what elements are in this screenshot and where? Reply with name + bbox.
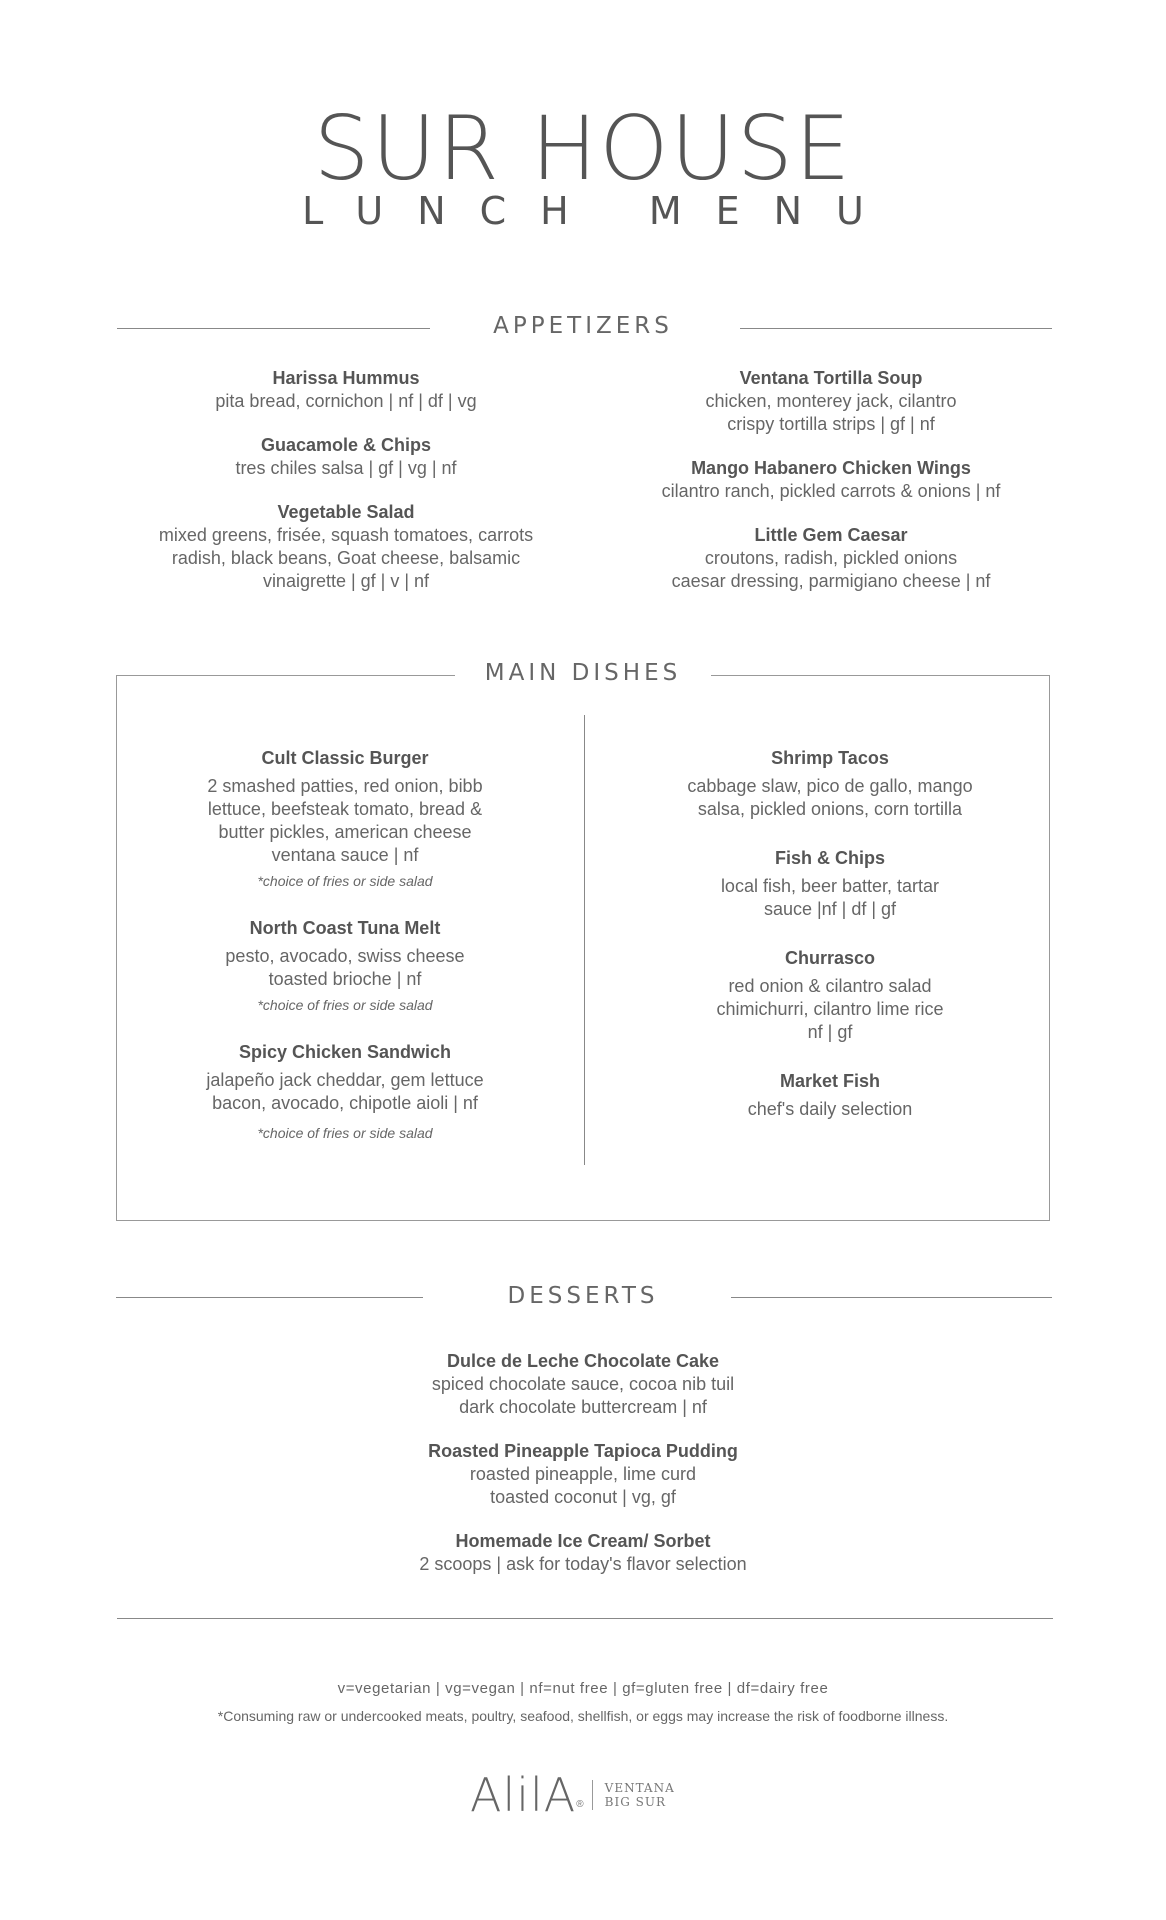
foodborne-disclaimer: *Consuming raw or undercooked meats, poultry, seafood, shellfish, or eggs may increase the risk of foodborne illness.	[217, 1708, 949, 1724]
item-description: red onion & cilantro salad chimichurri, cilantro lime rice nf | gf	[716, 976, 944, 1042]
menu-subtitle: LUNCH MENU	[302, 189, 898, 233]
item-description: local fish, beer batter, tartar sauce |nf | df | gf	[720, 876, 940, 919]
menu-item	[120, 917, 570, 1015]
menu-item	[600, 947, 1060, 1044]
desserts-column	[283, 1350, 883, 1597]
item-description: chicken, monterey jack, cilantro crispy tortilla strips | gf | nf	[705, 391, 957, 434]
item-description: 2 smashed patties, red onion, bibb lettuce, beefsteak tomato, bread & butter pickles, american cheese ventana sauce | nf	[207, 776, 483, 865]
menu-item	[601, 524, 1061, 593]
menu-item	[116, 367, 576, 413]
item-description: pesto, avocado, swiss cheese toasted brioche | nf	[225, 946, 465, 989]
dietary-legend: v=vegetarian | vg=vegan | nf=nut free | gf=gluten free | df=dairy free	[337, 1680, 829, 1697]
menu-item	[116, 434, 576, 480]
appetizers-heading: APPETIZERS	[493, 313, 673, 339]
item-description: cabbage slaw, pico de gallo, mango salsa, pickled onions, corn tortilla	[687, 776, 973, 819]
main-dishes-heading: MAIN DISHES	[455, 660, 711, 686]
item-name: Ventana Tortilla Soup	[739, 368, 923, 388]
item-name: Dulce de Leche Chocolate Cake	[446, 1351, 720, 1371]
menu-item	[120, 1041, 570, 1143]
item-description: jalapeño jack cheddar, gem lettuce bacon, avocado, chipotle aioli | nf	[206, 1070, 484, 1113]
item-note: *choice of fries or side salad	[257, 873, 433, 889]
main-left-column	[120, 747, 570, 1169]
menu-item	[600, 747, 1060, 821]
logo-location: VENTANA BIG SUR	[604, 1781, 675, 1809]
item-name: Vegetable Salad	[277, 502, 415, 522]
item-description: mixed greens, frisée, squash tomatoes, carrots radish, black beans, Goat cheese, balsamic vinaigrette | gf | v | nf	[158, 525, 534, 591]
appetizers-left-column	[116, 367, 576, 614]
menu-item	[120, 747, 570, 891]
item-name: Churrasco	[784, 948, 876, 968]
item-description: tres chiles salsa | gf | vg | nf	[235, 458, 457, 478]
item-name: Homemade Ice Cream/ Sorbet	[455, 1531, 711, 1551]
item-description: pita bread, cornichon | nf | df | vg	[215, 391, 477, 411]
item-note: *choice of fries or side salad	[257, 1125, 433, 1141]
logo-wordmark: AlilA	[470, 1768, 577, 1822]
item-description: 2 scoops | ask for today's flavor selection	[419, 1554, 747, 1574]
logo-separator	[592, 1780, 593, 1810]
item-name: Cult Classic Burger	[261, 748, 429, 768]
item-name: North Coast Tuna Melt	[249, 918, 441, 938]
main-right-column	[600, 747, 1060, 1147]
menu-item	[600, 847, 1060, 921]
item-name: Little Gem Caesar	[754, 525, 908, 545]
alila-logo	[470, 1770, 675, 1820]
item-description: croutons, radish, pickled onions caesar dressing, parmigiano cheese | nf	[671, 548, 991, 591]
item-name: Spicy Chicken Sandwich	[238, 1042, 452, 1062]
menu-item	[116, 501, 576, 593]
item-name: Roasted Pineapple Tapioca Pudding	[428, 1441, 738, 1461]
menu-item	[600, 1070, 1060, 1121]
item-name: Fish & Chips	[774, 848, 885, 868]
desserts-rule-left	[116, 1297, 423, 1298]
item-note: *choice of fries or side salad	[257, 997, 433, 1013]
item-description: roasted pineapple, lime curd toasted coconut | vg, gf	[469, 1464, 697, 1507]
menu-item	[601, 367, 1061, 436]
appetizers-rule-right	[740, 328, 1052, 329]
item-description: spiced chocolate sauce, cocoa nib tuil dark chocolate buttercream | nf	[431, 1374, 735, 1417]
menu-item	[283, 1350, 883, 1419]
appetizers-right-column	[601, 367, 1061, 614]
item-name: Harissa Hummus	[272, 368, 420, 388]
item-name: Shrimp Tacos	[771, 748, 889, 768]
menu-item	[283, 1530, 883, 1576]
main-dishes-heading-wrap	[0, 662, 1166, 685]
logo-registered-mark: ®	[576, 1799, 584, 1810]
menu-item	[601, 457, 1061, 503]
menu-title: SUR HOUSE	[313, 97, 853, 200]
item-name: Market Fish	[779, 1071, 881, 1091]
item-description: chef's daily selection	[747, 1099, 913, 1119]
item-name: Guacamole & Chips	[260, 435, 432, 455]
appetizers-rule-left	[117, 328, 430, 329]
desserts-heading: DESSERTS	[507, 1283, 659, 1309]
main-dishes-divider	[584, 715, 585, 1165]
item-description: cilantro ranch, pickled carrots & onions | nf	[661, 481, 1001, 501]
item-name: Mango Habanero Chicken Wings	[691, 458, 971, 478]
footer-rule	[117, 1618, 1053, 1619]
desserts-rule-right	[731, 1297, 1052, 1298]
menu-item	[283, 1440, 883, 1509]
